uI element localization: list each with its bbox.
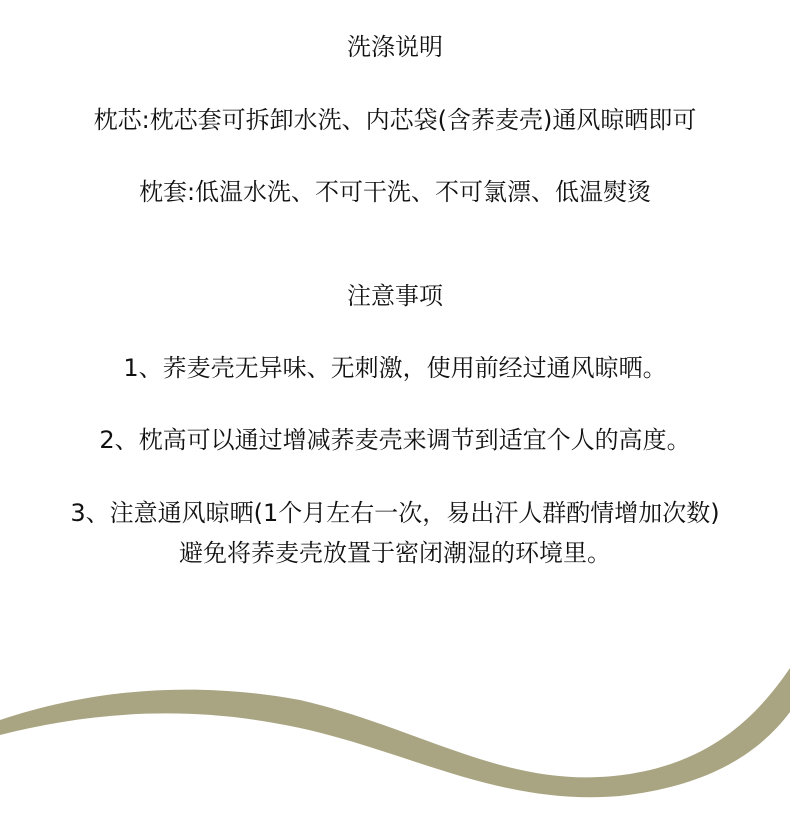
washing-line-core: 枕芯:枕芯套可拆卸水洗、内芯袋(含荞麦壳)通风晾晒即可 bbox=[93, 106, 697, 134]
note-item-3: 3、注意通风晾晒(1个月左右一次，易出汗人群酌情增加次数) bbox=[70, 499, 720, 527]
note-item-3-continued: 避免将荞麦壳放置于密闭潮湿的环境里。 bbox=[179, 539, 611, 567]
note-item-1: 1、荞麦壳无异味、无刺激，使用前经过通风晾晒。 bbox=[123, 354, 667, 382]
note-item-2: 2、枕高可以通过增减荞麦壳来调节到适宜个人的高度。 bbox=[99, 426, 691, 454]
washing-heading: 洗涤说明 bbox=[347, 33, 443, 61]
washing-line-cover: 枕套:低温水洗、不可干洗、不可氯漂、低温熨烫 bbox=[138, 178, 652, 206]
wave-ribbon bbox=[0, 668, 790, 797]
notes-heading: 注意事项 bbox=[347, 282, 443, 310]
